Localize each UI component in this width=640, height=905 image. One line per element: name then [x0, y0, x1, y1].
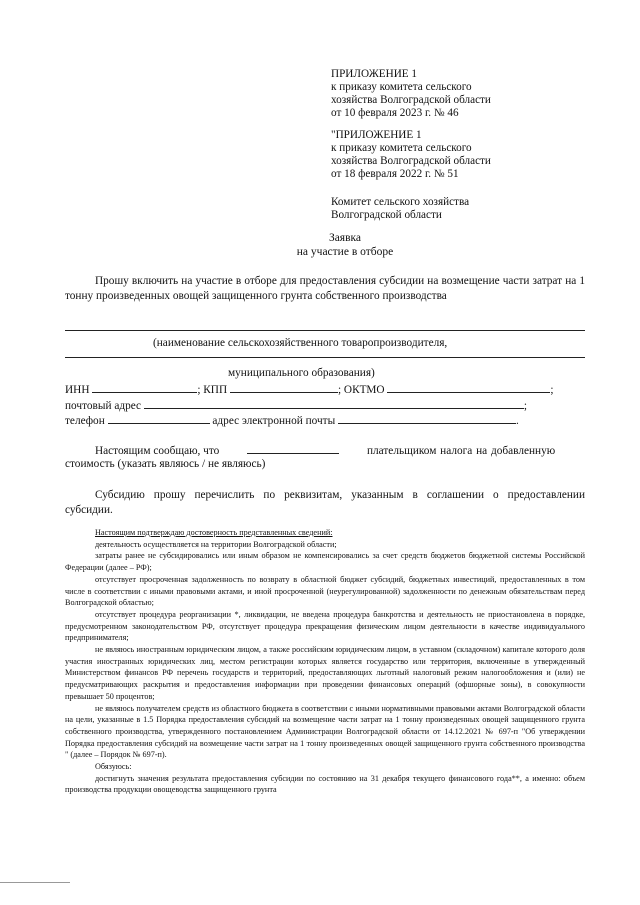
intro-paragraph: Прошу включить на участие в отборе для предоставления субсидии на возмещение части затрат на 1 тонну произведенных овощей защищенного грунта собственного производства [65, 275, 585, 302]
kpp-label: ; КПП [197, 384, 228, 396]
confirm-item-5: не являюсь иностранным юридическим лицом, а также российским юридическим лицом, в уставном (складочном) капитале которого доля участия иностранных юридических лиц, местом регистрации которых является государство или территория, включенные в утвержденный Министерством финансов РФ перечень государств и территорий, предоставляющих льготный налоговый режим налогообложения и (или) не предусматривающих раскрытия и предоставления информации при проведении финансовых операций (офшорные зоны), в совокупности превышает 50 процентов; [65, 645, 585, 701]
municipality-caption: муниципального образования) [228, 367, 375, 379]
confirmation-heading: Настоящим подтверждаю достоверность представленных сведений: [95, 528, 333, 537]
vat-text-a: Настоящим сообщаю, что [95, 445, 220, 457]
phone-row [65, 413, 519, 428]
obligations-heading: Обязуюсь: [95, 762, 132, 772]
confirm-item-2: затраты ранее не субсидировались или иным образом не компенсировались за счет средств бюджетов бюджетной системы Российской Федерации (далее – РФ); [65, 551, 585, 573]
title-line-2: на участие в отборе [296, 245, 394, 258]
email-dot: . [516, 415, 519, 427]
postal-semicolon: ; [523, 400, 528, 412]
postal-row [65, 398, 527, 413]
oktmo-label: ; ОКТМО [337, 384, 385, 396]
oktmo-field[interactable] [387, 382, 550, 393]
appendix-2-block [331, 129, 491, 181]
confirm-item-6: не являюсь получателем средств из областного бюджета в соответствии с иными нормативными правовыми актами Волгоградской области на цели, указанные в 1.5 Порядка предоставления субсидий на возмещение части затрат на 1 тонну произведенных овощей защищенного грунта собственного производства, утвержденного постановлением Администрации Волгоградской области от 14.12.2021 № 697-п "Об утверждении Порядка предоставления субсидий на возмещение части затрат на 1 тонну произведенных овощей защищенного грунта собственного производства " (далее – Порядок № 697-п). [65, 703, 585, 760]
producer-caption: (наименование сельскохозяйственного товаропроизводителя, [153, 337, 448, 349]
phone-field[interactable] [108, 413, 210, 424]
appendix-2-line-1: к приказу комитета сельского [331, 142, 472, 154]
appendix-2-line-3: от 18 февраля 2022 г. № 51 [331, 168, 459, 180]
appendix-1-title: ПРИЛОЖЕНИЕ 1 [331, 68, 418, 80]
appendix-1-block [331, 68, 491, 120]
confirmation-section [65, 527, 585, 796]
vat-line-2: стоимость (указать являюсь / не являюсь) [65, 458, 266, 470]
appendix-2-title: "ПРИЛОЖЕНИЕ 1 [331, 129, 422, 141]
confirm-item-1: деятельность осуществляется на территории Волгоградской области; [95, 539, 337, 549]
appendix-2-line-2: хозяйства Волгоградской области [331, 155, 491, 167]
document-title [0, 232, 640, 259]
title-line-1: Заявка [328, 232, 362, 244]
oktmo-semicolon: ; [550, 384, 554, 396]
appendix-1-line-2: хозяйства Волгоградской области [331, 94, 491, 106]
footnote-separator [0, 882, 70, 883]
inn-row [65, 382, 554, 397]
vat-status-field[interactable] [247, 443, 339, 454]
confirm-item-3: отсутствует просроченная задолженность по возврату в областной бюджет субсидий, бюджетных инвестиций, предоставленных в том числе в соответствии с иными правовыми актами, и иной просроченной (неурегулированной) задолженности по денежным обязательствам перед Волгоградской областью; [65, 574, 585, 608]
postal-address-field[interactable] [144, 398, 524, 409]
email-label: адрес электронной почты [212, 415, 336, 427]
addressee-block [331, 196, 469, 222]
phone-label: телефон [65, 415, 105, 427]
municipality-field[interactable] [65, 357, 585, 358]
confirm-item-4: отсутствует процедура реорганизации *, ликвидации, не введена процедура банкротства и деятельность не приостановлена в порядке, предусмотренном законодательством РФ, отсутствует процедура прекращения физическим лицом деятельности в качестве индивидуального предпринимателя; [65, 609, 585, 643]
appendix-1-line-3: от 10 февраля 2023 г. № 46 [331, 107, 459, 119]
addressee-line-1: Комитет сельского хозяйства [331, 196, 470, 208]
postal-label: почтовый адрес [65, 400, 142, 412]
inn-field[interactable] [92, 382, 197, 393]
addressee-line-2: Волгоградской области [331, 209, 442, 221]
subsidy-paragraph: Субсидию прошу перечислить по реквизитам, указанным в соглашении о предоставлении субсидии. [65, 489, 585, 516]
producer-name-field[interactable] [65, 330, 585, 331]
kpp-field[interactable] [230, 382, 338, 393]
appendix-1-line-1: к приказу комитета сельского [331, 81, 472, 93]
email-field[interactable] [338, 413, 516, 424]
vat-line-1 [95, 443, 555, 458]
inn-label: ИНН [65, 384, 90, 396]
obligation-item-1: достигнуть значения результата предоставления субсидии по состоянию на 31 декабря текущего финансового года**, а именно: объем производства продукции овощеводства защищенного грунта [65, 773, 585, 795]
vat-text-b: плательщиком налога на добавленную [366, 445, 556, 457]
